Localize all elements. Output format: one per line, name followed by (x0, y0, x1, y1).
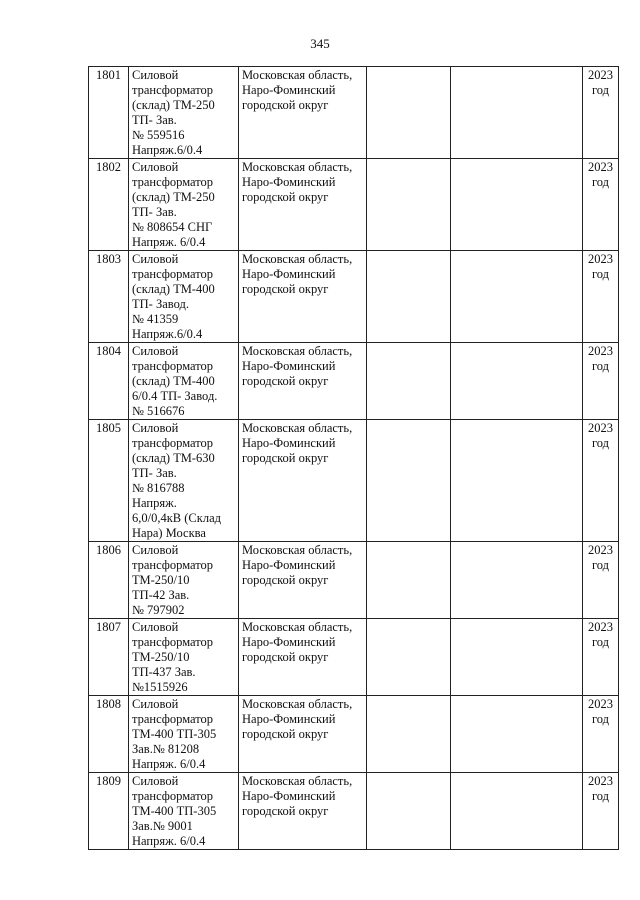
empty-cell (451, 67, 583, 159)
page-number: 345 (310, 36, 330, 51)
year-cell (583, 773, 619, 850)
year-line: 2023 (588, 543, 613, 557)
year-line: 2023 (588, 344, 613, 358)
row-number: 1805 (96, 421, 121, 435)
location-line: городской округ (242, 282, 329, 296)
object-name-line: трансформатор (132, 436, 214, 450)
location-cell (239, 696, 367, 773)
object-name-line: трансформатор (132, 635, 214, 649)
location-line: Московская область, (242, 252, 353, 266)
location-line: городской округ (242, 804, 329, 818)
location-line: Московская область, (242, 620, 353, 634)
row-number: 1808 (96, 697, 121, 711)
year-cell (583, 420, 619, 542)
year-line: год (591, 267, 610, 281)
table-row (89, 696, 619, 773)
object-name-line: ТМ-250/10 (132, 573, 190, 587)
table-row (89, 343, 619, 420)
empty-cell (367, 159, 451, 251)
object-name-line: (склад) ТМ-630 (132, 451, 215, 465)
year-cell (583, 251, 619, 343)
object-name-line: ТП- Зав. (132, 113, 177, 127)
year-cell (583, 67, 619, 159)
empty-cell (451, 619, 583, 696)
location-cell (239, 542, 367, 619)
empty-cell (367, 67, 451, 159)
year-line: 2023 (588, 697, 613, 711)
table-row (89, 251, 619, 343)
location-line: городской округ (242, 451, 329, 465)
object-name-line: (склад) ТМ-400 (132, 282, 215, 296)
row-number-cell (89, 542, 129, 619)
object-name-line: № 808654 СНГ (132, 220, 213, 234)
object-name-line: № 797902 (132, 603, 185, 617)
location-line: Московская область, (242, 160, 353, 174)
year-line: 2023 (588, 620, 613, 634)
year-line: 2023 (588, 252, 613, 266)
year-line: год (591, 712, 610, 726)
row-number: 1803 (96, 252, 121, 266)
empty-cell (451, 159, 583, 251)
empty-cell (367, 420, 451, 542)
object-name-cell (129, 67, 239, 159)
object-name-cell (129, 159, 239, 251)
location-line: городской округ (242, 374, 329, 388)
year-line: год (591, 558, 610, 572)
object-name-line: Напряж. 6/0.4 (132, 235, 206, 249)
location-line: Московская область, (242, 774, 353, 788)
location-line: Московская область, (242, 543, 353, 557)
row-number: 1801 (96, 68, 121, 82)
object-name-cell (129, 619, 239, 696)
location-line: Московская область, (242, 697, 353, 711)
location-line: городской округ (242, 190, 329, 204)
row-number-cell (89, 343, 129, 420)
year-cell (583, 619, 619, 696)
location-line: Наро-Фоминский (242, 558, 336, 572)
location-line: городской округ (242, 727, 329, 741)
object-name-line: 6,0/0,4кВ (Склад (132, 511, 221, 525)
row-number-cell (89, 159, 129, 251)
object-name-line: Напряж. (132, 496, 177, 510)
empty-cell (367, 542, 451, 619)
object-name-line: Силовой (132, 421, 179, 435)
year-line: год (591, 789, 610, 803)
location-line: Наро-Фоминский (242, 175, 336, 189)
row-number: 1807 (96, 620, 121, 634)
object-name-cell (129, 542, 239, 619)
row-number-cell (89, 696, 129, 773)
row-number: 1806 (96, 543, 121, 557)
object-name-line: (склад) ТМ-250 (132, 98, 215, 112)
object-name-line: ТП-437 Зав. (132, 665, 196, 679)
registry-table-body (89, 67, 619, 850)
object-name-line: № 816788 (132, 481, 185, 495)
object-name-line: Напряж.6/0.4 (132, 327, 203, 341)
empty-cell (367, 619, 451, 696)
object-name-line: Силовой (132, 620, 179, 634)
year-line: год (591, 436, 610, 450)
year-cell (583, 542, 619, 619)
object-name-cell (129, 696, 239, 773)
object-name-line: трансформатор (132, 359, 214, 373)
object-name-line: Зав.№ 9001 (132, 819, 193, 833)
object-name-line: (склад) ТМ-250 (132, 190, 215, 204)
table-row (89, 159, 619, 251)
empty-cell (367, 251, 451, 343)
empty-cell (451, 542, 583, 619)
object-name-line: 6/0.4 ТП- Завод. (132, 389, 218, 403)
object-name-line: № 516676 (132, 404, 185, 418)
year-line: 2023 (588, 774, 613, 788)
object-name-line: трансформатор (132, 83, 214, 97)
location-line: Московская область, (242, 68, 353, 82)
row-number: 1804 (96, 344, 121, 358)
object-name-line: ТП- Завод. (132, 297, 189, 311)
object-name-line: Напряж. 6/0.4 (132, 834, 206, 848)
object-name-cell (129, 773, 239, 850)
location-cell (239, 67, 367, 159)
object-name-line: ТП- Зав. (132, 205, 177, 219)
empty-cell (367, 696, 451, 773)
object-name-cell (129, 251, 239, 343)
object-name-line: (склад) ТМ-400 (132, 374, 215, 388)
location-cell (239, 343, 367, 420)
location-line: Московская область, (242, 421, 353, 435)
object-name-line: ТМ-400 ТП-305 (132, 804, 217, 818)
location-line: Наро-Фоминский (242, 83, 336, 97)
row-number-cell (89, 251, 129, 343)
location-line: Наро-Фоминский (242, 789, 336, 803)
object-name-line: Напряж.6/0.4 (132, 143, 203, 157)
property-registry-table (88, 66, 619, 850)
location-line: Наро-Фоминский (242, 267, 336, 281)
location-line: Наро-Фоминский (242, 436, 336, 450)
empty-cell (451, 343, 583, 420)
object-name-cell (129, 420, 239, 542)
year-line: год (591, 635, 610, 649)
object-name-line: трансформатор (132, 175, 214, 189)
object-name-line: Силовой (132, 344, 179, 358)
location-line: городской округ (242, 98, 329, 112)
row-number-cell (89, 67, 129, 159)
location-cell (239, 619, 367, 696)
row-number-cell (89, 420, 129, 542)
location-cell (239, 251, 367, 343)
object-name-line: трансформатор (132, 558, 214, 572)
year-cell (583, 696, 619, 773)
object-name-line: Зав.№ 81208 (132, 742, 200, 756)
year-cell (583, 343, 619, 420)
table-row (89, 773, 619, 850)
table-row (89, 67, 619, 159)
location-line: городской округ (242, 650, 329, 664)
location-cell (239, 773, 367, 850)
object-name-line: Силовой (132, 543, 179, 557)
object-name-line: № 41359 (132, 312, 179, 326)
object-name-line: ТП-42 Зав. (132, 588, 190, 602)
row-number-cell (89, 619, 129, 696)
object-name-line: ТМ-250/10 (132, 650, 190, 664)
object-name-line: № 559516 (132, 128, 185, 142)
object-name-line: трансформатор (132, 267, 214, 281)
object-name-line: Силовой (132, 68, 179, 82)
object-name-line: Напряж. 6/0.4 (132, 757, 206, 771)
year-line: 2023 (588, 421, 613, 435)
row-number: 1809 (96, 774, 121, 788)
empty-cell (451, 773, 583, 850)
object-name-line: №1515926 (132, 680, 188, 694)
location-cell (239, 420, 367, 542)
year-line: 2023 (588, 160, 613, 174)
row-number-cell (89, 773, 129, 850)
year-line: год (591, 359, 610, 373)
object-name-line: трансформатор (132, 789, 214, 803)
location-line: Наро-Фоминский (242, 635, 336, 649)
year-line: год (591, 175, 610, 189)
empty-cell (451, 251, 583, 343)
object-name-line: ТМ-400 ТП-305 (132, 727, 217, 741)
object-name-line: Силовой (132, 774, 179, 788)
object-name-line: Силовой (132, 252, 179, 266)
location-line: Московская область, (242, 344, 353, 358)
empty-cell (451, 420, 583, 542)
year-cell (583, 159, 619, 251)
table-row (89, 420, 619, 542)
object-name-cell (129, 343, 239, 420)
table-row (89, 542, 619, 619)
object-name-line: трансформатор (132, 712, 214, 726)
empty-cell (367, 773, 451, 850)
empty-cell (367, 343, 451, 420)
table-row (89, 619, 619, 696)
object-name-line: Силовой (132, 160, 179, 174)
empty-cell (451, 696, 583, 773)
year-line: 2023 (588, 68, 613, 82)
location-line: городской округ (242, 573, 329, 587)
object-name-line: Нара) Москва (132, 526, 206, 540)
row-number: 1802 (96, 160, 121, 174)
year-line: год (591, 83, 610, 97)
object-name-line: Силовой (132, 697, 179, 711)
location-cell (239, 159, 367, 251)
object-name-line: ТП- Зав. (132, 466, 177, 480)
location-line: Наро-Фоминский (242, 712, 336, 726)
location-line: Наро-Фоминский (242, 359, 336, 373)
